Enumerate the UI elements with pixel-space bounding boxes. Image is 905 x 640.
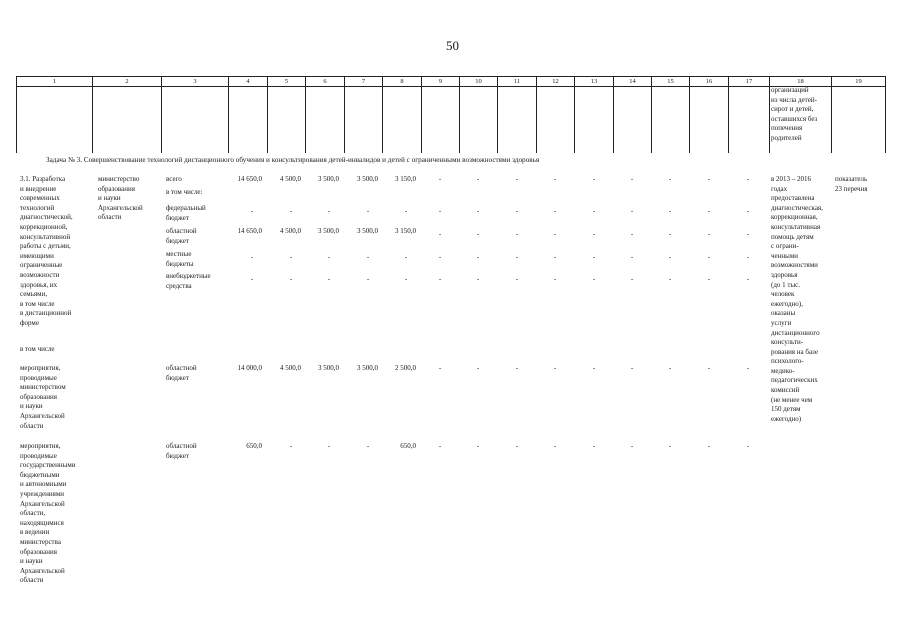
dash-cell: -	[476, 230, 480, 238]
measure-name: 3.1. Разработка и внедрение современных технологий диагностической, коррекционной, консультативной работы с детьми, имеющими ограниченные возможности здоровья, их семьями, в том числе в дистанционной форме	[20, 175, 73, 327]
value-cell: 650,0	[400, 442, 416, 450]
value-cell: -	[289, 207, 293, 215]
dash-cell: -	[515, 364, 519, 372]
col18-top-text: организаций из числа детей- сирот и детей, оставшихся без попечения родителей	[771, 86, 818, 142]
header-col-16: 16	[690, 77, 729, 86]
value-cell: 4 500,0	[280, 364, 301, 372]
dash-cell: -	[707, 175, 711, 183]
dash-cell: -	[707, 230, 711, 238]
dash-cell: -	[592, 175, 596, 183]
measure-indicator: показатель 23 перечня	[835, 175, 868, 193]
grid-line	[305, 85, 306, 153]
header-col-10: 10	[460, 77, 498, 86]
dash-cell: -	[668, 275, 672, 283]
measure-executor: министерство образования и науки Архангельской области	[98, 175, 143, 222]
dash-cell: -	[707, 442, 711, 450]
header-col-8: 8	[383, 77, 422, 86]
value-cell: 14 650,0	[237, 227, 262, 235]
value-cell: 14 000,0	[237, 364, 262, 372]
dash-cell: -	[707, 207, 711, 215]
source-label: областной бюджет	[166, 227, 197, 245]
dash-cell: -	[553, 207, 557, 215]
dash-cell: -	[630, 275, 634, 283]
dash-cell: -	[476, 442, 480, 450]
value-cell: -	[327, 275, 331, 283]
value-cell: -	[327, 253, 331, 261]
header-col-4: 4	[229, 77, 268, 86]
header-col-14: 14	[614, 77, 652, 86]
dash-cell: -	[630, 253, 634, 261]
value-cell: 3 500,0	[357, 175, 378, 183]
dash-cell: -	[438, 364, 442, 372]
value-cell: 3 500,0	[318, 364, 339, 372]
value-cell: -	[366, 207, 370, 215]
header-col-9: 9	[422, 77, 460, 86]
dash-cell: -	[476, 275, 480, 283]
grid-line	[769, 85, 770, 153]
value-cell: -	[289, 275, 293, 283]
dash-cell: -	[668, 253, 672, 261]
header-col-17: 17	[729, 77, 770, 86]
dash-cell: -	[592, 230, 596, 238]
dash-cell: -	[515, 230, 519, 238]
grid-line	[267, 85, 268, 153]
value-cell: 3 500,0	[318, 227, 339, 235]
sub1-source: областной бюджет	[166, 364, 197, 382]
dash-cell: -	[515, 275, 519, 283]
source-label: в том числе:	[166, 188, 203, 196]
value-cell: 3 500,0	[357, 364, 378, 372]
dash-cell: -	[592, 253, 596, 261]
grid-line	[497, 85, 498, 153]
dash-cell: -	[592, 442, 596, 450]
dash-cell: -	[746, 442, 750, 450]
value-cell: 3 150,0	[395, 227, 416, 235]
including-label: в том числе	[20, 345, 55, 353]
sub1-name: мероприятия, проводимые министерством образования и науки Архангельской области	[20, 364, 66, 430]
dash-cell: -	[746, 364, 750, 372]
dash-cell: -	[592, 275, 596, 283]
dash-cell: -	[630, 364, 634, 372]
dash-cell: -	[592, 207, 596, 215]
dash-cell: -	[553, 230, 557, 238]
source-label: всего	[166, 175, 182, 183]
value-cell: -	[250, 275, 254, 283]
grid-line	[651, 85, 652, 153]
header-col-13: 13	[575, 77, 614, 86]
dash-cell: -	[668, 207, 672, 215]
dash-cell: -	[515, 253, 519, 261]
header-col-6: 6	[306, 77, 345, 86]
sub2-source: областной бюджет	[166, 442, 197, 460]
dash-cell: -	[592, 364, 596, 372]
dash-cell: -	[476, 175, 480, 183]
header-col-7: 7	[345, 77, 383, 86]
dash-cell: -	[438, 207, 442, 215]
header-col-12: 12	[537, 77, 575, 86]
grid-line	[831, 85, 832, 153]
dash-cell: -	[746, 230, 750, 238]
dash-cell: -	[668, 175, 672, 183]
grid-line	[536, 85, 537, 153]
dash-cell: -	[553, 175, 557, 183]
dash-cell: -	[630, 207, 634, 215]
page-number: 50	[446, 38, 459, 53]
value-cell: -	[289, 442, 293, 450]
header-col-3: 3	[162, 77, 229, 86]
value-cell: -	[327, 442, 331, 450]
source-label: местные бюджеты	[166, 250, 194, 268]
value-cell: 3 150,0	[395, 175, 416, 183]
dash-cell: -	[438, 175, 442, 183]
grid-line	[92, 85, 93, 153]
header-col-15: 15	[652, 77, 690, 86]
dash-cell: -	[515, 175, 519, 183]
dash-cell: -	[668, 442, 672, 450]
grid-line	[459, 85, 460, 153]
dash-cell: -	[746, 275, 750, 283]
value-cell: -	[366, 253, 370, 261]
grid-line	[421, 85, 422, 153]
value-cell: -	[366, 442, 370, 450]
source-label: внебюджетные средства	[166, 272, 211, 290]
dash-cell: -	[707, 253, 711, 261]
value-cell: 14 650,0	[237, 175, 262, 183]
dash-cell: -	[553, 442, 557, 450]
dash-cell: -	[515, 442, 519, 450]
grid-line	[228, 85, 229, 153]
dash-cell: -	[515, 207, 519, 215]
dash-cell: -	[553, 275, 557, 283]
value-cell: -	[404, 207, 408, 215]
header-col-18: 18	[770, 77, 832, 86]
source-label: федеральный бюджет	[166, 204, 206, 222]
dash-cell: -	[668, 364, 672, 372]
value-cell: 4 500,0	[280, 175, 301, 183]
header-col-11: 11	[498, 77, 537, 86]
task-title: Задача № 3. Совершенствование технологий дистанционного обучения и консультирования детей-инвалидов и детей с ограниченными возможностями здоровья	[46, 156, 540, 164]
grid-line	[344, 85, 345, 153]
dash-cell: -	[438, 230, 442, 238]
value-cell: 4 500,0	[280, 227, 301, 235]
dash-cell: -	[476, 253, 480, 261]
dash-cell: -	[438, 253, 442, 261]
dash-cell: -	[746, 207, 750, 215]
grid-line	[574, 85, 575, 153]
dash-cell: -	[438, 442, 442, 450]
grid-line	[885, 85, 886, 153]
value-cell: 3 500,0	[357, 227, 378, 235]
dash-cell: -	[553, 364, 557, 372]
sub2-name: мероприятия, проводимые государственными бюджетными и автономными учреждениями Архангельской области, находящимися в ведении министерства образования и науки Архангельской области	[20, 442, 76, 585]
header-col-19: 19	[832, 77, 886, 86]
grid-line	[728, 85, 729, 153]
value-cell: 650,0	[246, 442, 262, 450]
dash-cell: -	[630, 230, 634, 238]
value-cell: -	[404, 275, 408, 283]
value-cell: -	[366, 275, 370, 283]
header-col-2: 2	[93, 77, 162, 86]
dash-cell: -	[476, 207, 480, 215]
value-cell: 2 500,0	[395, 364, 416, 372]
dash-cell: -	[630, 442, 634, 450]
value-cell: -	[250, 253, 254, 261]
grid-line	[689, 85, 690, 153]
dash-cell: -	[746, 253, 750, 261]
value-cell: -	[404, 253, 408, 261]
table-grid	[16, 85, 886, 153]
dash-cell: -	[476, 364, 480, 372]
value-cell: -	[327, 207, 331, 215]
dash-cell: -	[707, 275, 711, 283]
value-cell: -	[289, 253, 293, 261]
header-col-1: 1	[17, 77, 93, 86]
dash-cell: -	[746, 175, 750, 183]
measure-result: в 2013 – 2016 годах предоставлена диагностическая, коррекционная, консультативная помощь детям с ограни- ченными возможностями здоровья (до 1 тыс. человек ежегодно), оказаны услуги дистанционного консульти- рования на базе психолого- медико- педагогических комиссий (не менее чем 150 детям ежегодно)	[771, 175, 823, 423]
header-col-5: 5	[268, 77, 306, 86]
grid-line	[613, 85, 614, 153]
value-cell: -	[250, 207, 254, 215]
dash-cell: -	[707, 364, 711, 372]
dash-cell: -	[668, 230, 672, 238]
value-cell: 3 500,0	[318, 175, 339, 183]
grid-line	[382, 85, 383, 153]
dash-cell: -	[553, 253, 557, 261]
dash-cell: -	[438, 275, 442, 283]
dash-cell: -	[630, 175, 634, 183]
grid-line	[161, 85, 162, 153]
